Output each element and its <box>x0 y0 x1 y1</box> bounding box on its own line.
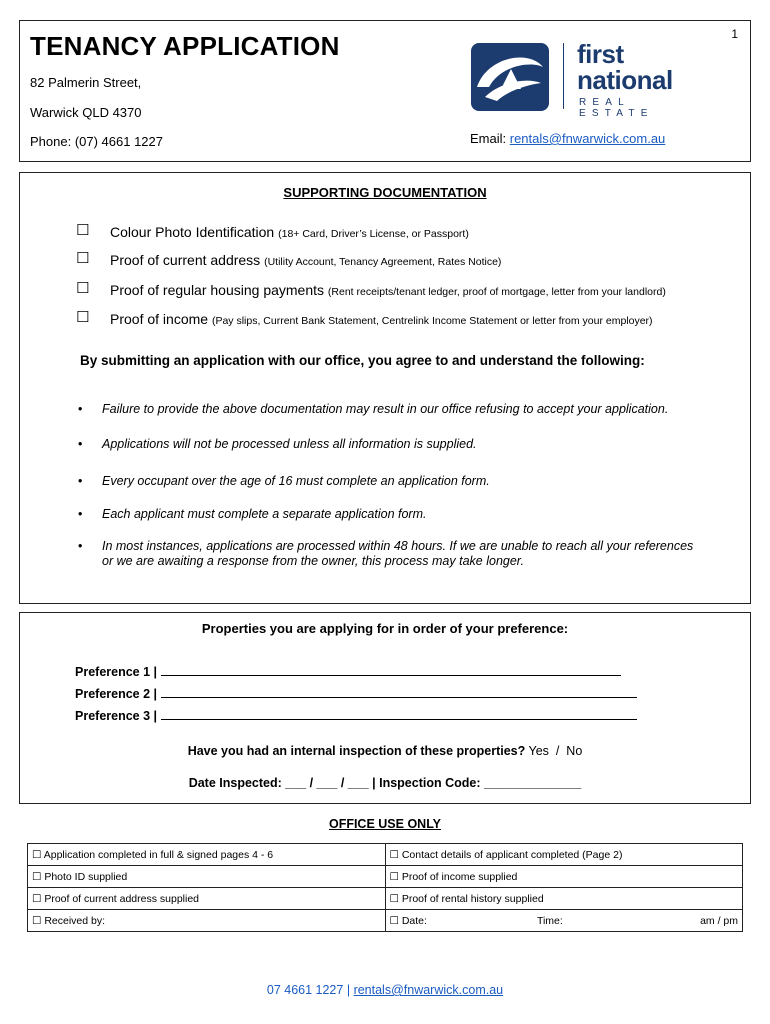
doc-note: (Utility Account, Tenancy Agreement, Rates Notice) <box>264 256 502 268</box>
doc-note: (18+ Card, Driver’s License, or Passport) <box>278 228 469 240</box>
bullet-dot: • <box>78 507 83 521</box>
checkbox[interactable]: ☐ <box>76 280 90 297</box>
office-use-title: OFFICE USE ONLY <box>328 817 442 831</box>
table-row <box>28 866 743 888</box>
checkbox[interactable]: ☐ <box>76 222 90 239</box>
doc-label: Proof of current address <box>110 252 261 268</box>
office-use-table <box>27 843 743 932</box>
office-check-contact[interactable]: ☐ Contact details of applicant completed (Page 2) <box>385 844 743 866</box>
bullet-dot: • <box>78 402 83 416</box>
header-box <box>19 20 751 162</box>
footer-email-link[interactable]: rentals@fnwarwick.com.au <box>353 983 504 997</box>
table-row <box>28 910 743 932</box>
office-date[interactable]: ☐ Date: <box>389 914 427 927</box>
bullet-dot: • <box>78 474 83 488</box>
logo-tagline: REAL ESTATE <box>579 97 654 119</box>
checkbox[interactable]: ☐ <box>76 250 90 267</box>
bullet-dot: • <box>78 437 83 451</box>
preferences-box <box>19 612 751 804</box>
doc-note: (Rent receipts/tenant ledger, proof of mortgage, letter from your landlord) <box>327 286 666 298</box>
preferences-heading: Properties you are applying for in order of your preference: <box>201 621 569 636</box>
office-check-application[interactable]: ☐ Application completed in full & signed pages 4 - 6 <box>28 844 386 866</box>
table-row <box>28 888 743 910</box>
footer-phone: 07 4661 1227 <box>266 983 344 997</box>
office-check-photo-id[interactable]: ☐ Photo ID supplied <box>28 866 386 888</box>
first-national-logo <box>471 39 707 119</box>
office-received-by[interactable]: ☐ Received by: <box>28 910 386 932</box>
email-line <box>470 131 665 146</box>
checkbox[interactable]: ☐ <box>76 309 90 326</box>
address-line-1: 82 Palmerin Street, <box>30 75 142 90</box>
inspection-answer[interactable]: Yes / No <box>528 744 583 758</box>
bullet-item: • In most instances, applications are processed within 48 hours. If we are unable to reach all your references or we are awaiting a response from the owner, this process may take longer. <box>78 539 694 568</box>
logo-divider <box>563 43 564 109</box>
bullet-item: • Applications will not be processed unless all information is supplied. <box>78 437 477 451</box>
email-label: Email: <box>470 131 507 146</box>
footer <box>0 983 770 997</box>
agreement-statement: By submitting an application with our office, you agree to and understand the following: <box>80 353 645 368</box>
office-check-address[interactable]: ☐ Proof of current address supplied <box>28 888 386 910</box>
bullet-item: • Every occupant over the age of 16 must complete an application form. <box>78 474 490 488</box>
logo-text-first: first <box>577 39 624 69</box>
doc-note: (Pay slips, Current Bank Statement, Centrelink Income Statement or letter from your employer) <box>211 315 653 327</box>
preference-1-field[interactable]: Preference 1 | <box>75 663 621 679</box>
email-link[interactable]: rentals@fnwarwick.com.au <box>509 131 666 146</box>
inspection-question: Have you had an internal inspection of these properties? Yes / No <box>187 744 583 758</box>
office-time[interactable]: Time: <box>536 914 563 927</box>
doc-label: Proof of regular housing payments <box>110 282 325 298</box>
office-date-time-cell <box>385 910 743 932</box>
table-row <box>28 844 743 866</box>
office-check-income[interactable]: ☐ Proof of income supplied <box>385 866 743 888</box>
logo-text-national: national <box>577 65 673 95</box>
supporting-heading: SUPPORTING DOCUMENTATION <box>283 185 487 200</box>
preference-3-field[interactable]: Preference 3 | <box>75 707 637 723</box>
office-ampm: am / pm <box>700 914 738 927</box>
phone-text: Phone: (07) 4661 1227 <box>30 134 163 149</box>
office-check-rental-history[interactable]: ☐ Proof of rental history supplied <box>385 888 743 910</box>
address-line-2: Warwick QLD 4370 <box>30 105 142 120</box>
date-inspected-line[interactable]: Date Inspected: ___ / ___ / ___ | Inspection Code: ______________ <box>188 776 582 790</box>
supporting-documentation-box <box>19 172 751 604</box>
page-number: 1 <box>731 27 738 41</box>
bullet-item: • Failure to provide the above documentation may result in our office refusing to accept your application. <box>78 402 669 416</box>
preference-2-field[interactable]: Preference 2 | <box>75 685 637 701</box>
bullet-item: • Each applicant must complete a separate application form. <box>78 507 427 521</box>
footer-separator: | <box>346 983 351 997</box>
doc-label: Colour Photo Identification <box>110 224 275 240</box>
page-title: TENANCY APPLICATION <box>30 31 340 61</box>
bullet-dot: • <box>78 539 83 553</box>
first-national-logo-icon <box>471 43 549 111</box>
doc-label: Proof of income <box>110 311 209 327</box>
